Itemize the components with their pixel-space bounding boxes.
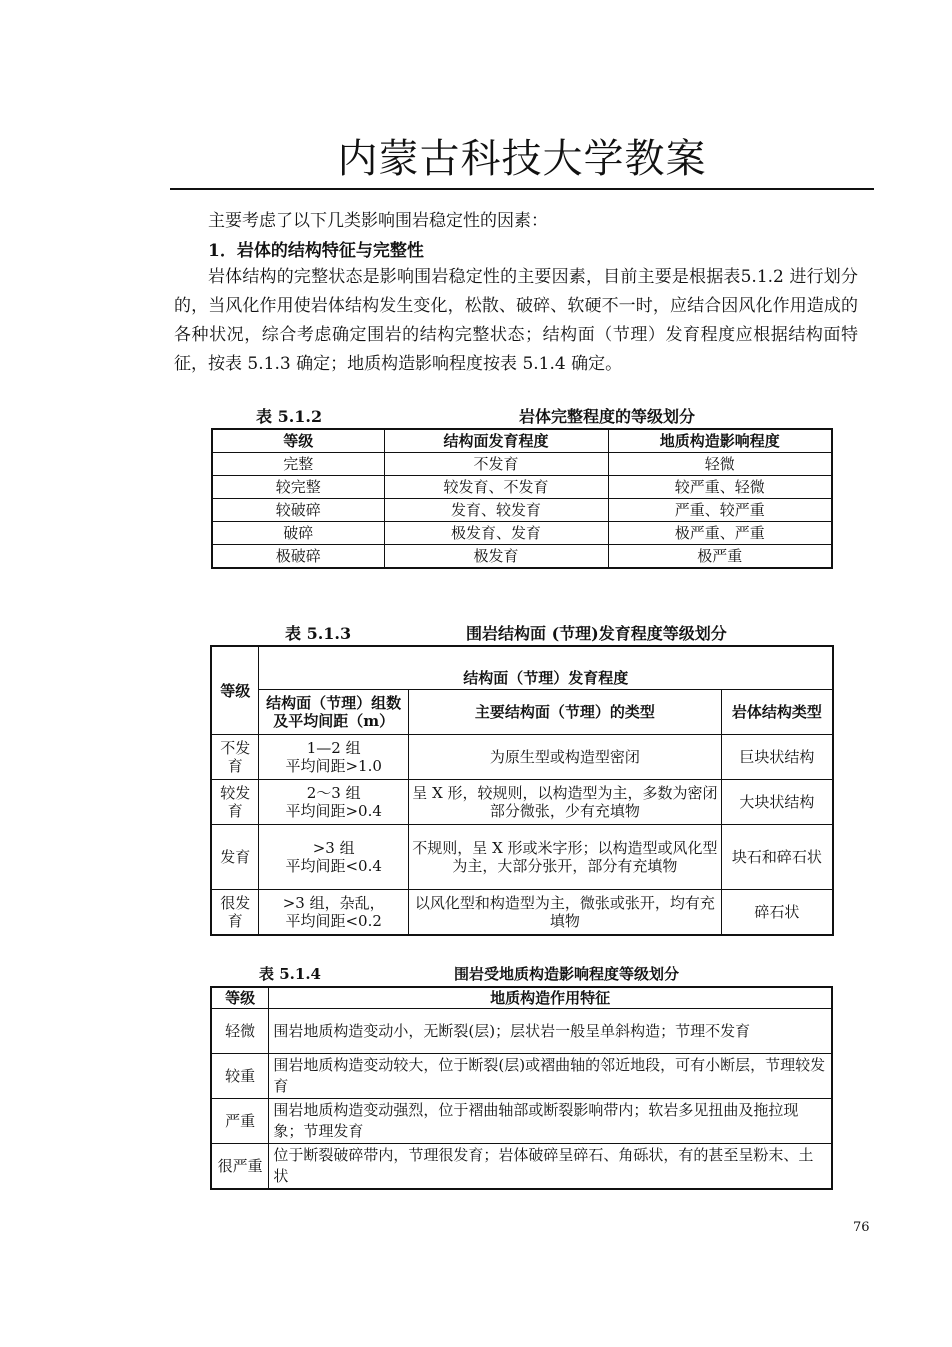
table-cell: 不发育 xyxy=(211,735,259,780)
table-cell: 极破碎 xyxy=(212,545,384,569)
table-cell: 围岩地质构造变动小，无断裂(层)；层状岩一般呈单斜构造；节理不发育 xyxy=(269,1009,832,1054)
body-paragraph: 岩体结构的完整状态是影响围岩稳定性的主要因素，目前主要是根据表5.1.2 进行划分的，当风化作用使岩体结构发生变化，松散、破碎、软硬不一时，应结合因风化作用造成的各种状况，综合考虑确定围岩的结构完整状态；结构面（节理）发育程度应根据结构面特征，按表 5.1.3 确定；地质构造影响程度按表 5.1.4 确定。 xyxy=(174,267,858,374)
table-row xyxy=(211,735,833,780)
table-514-label: 表 5.1.4 xyxy=(259,965,321,983)
table-cell: 很严重 xyxy=(211,1144,269,1190)
body-paragraph-block xyxy=(174,263,858,379)
table-row xyxy=(211,1144,832,1190)
table-cell: 巨块状结构 xyxy=(721,735,833,780)
cell-line: 平均间距>1.0 xyxy=(285,757,382,775)
table-cell: 围岩地质构造变动强烈，位于褶曲轴部或断裂影响带内；软岩多见扭曲及拖拉现象；节理发育 xyxy=(269,1099,832,1144)
table-cell: 轻微 xyxy=(211,1009,269,1054)
table-cell: 较发育、不发育 xyxy=(384,476,608,499)
table-cell: 不发育 xyxy=(384,453,608,476)
column-header: 结构面发育程度 xyxy=(384,429,608,453)
table-cell: 较发育 xyxy=(211,780,259,825)
table-cell: 较破碎 xyxy=(212,499,384,522)
table-row xyxy=(212,476,832,499)
table-row xyxy=(211,825,833,890)
table-header-row xyxy=(211,646,833,690)
table-cell: 为原生型或构造型密闭 xyxy=(408,735,721,780)
table-header-row xyxy=(211,690,833,735)
table-cell: 很发育 xyxy=(211,890,259,936)
table-cell: 极严重 xyxy=(608,545,832,569)
table-row xyxy=(211,780,833,825)
table-row xyxy=(212,522,832,545)
column-header: 地质构造作用特征 xyxy=(269,987,832,1009)
table-cell: 碎石状 xyxy=(721,890,833,936)
table-cell: 位于断裂破碎带内，节理很发育；岩体破碎呈碎石、角砾状，有的甚至呈粉末、土状 xyxy=(269,1144,832,1190)
table-cell: 块石和碎石状 xyxy=(721,825,833,890)
table-cell xyxy=(259,825,409,890)
table-514-title: 围岩受地质构造影响程度等级划分 xyxy=(454,965,680,983)
table-512-title: 岩体完整程度的等级划分 xyxy=(519,407,696,426)
table-row xyxy=(211,1099,832,1144)
table-cell: 极严重、严重 xyxy=(608,522,832,545)
column-header: 主要结构面（节理）的类型 xyxy=(408,690,721,735)
cell-line: 平均间距<0.4 xyxy=(285,857,382,875)
table-513-label: 表 5.1.3 xyxy=(285,624,352,643)
table-cell: 呈 X 形，较规则，以构造型为主，多数为密闭部分微张，少有充填物 xyxy=(408,780,721,825)
table-header-row xyxy=(211,987,832,1009)
intro-text: 主要考虑了以下几类影响围岩稳定性的因素： xyxy=(208,211,548,231)
table-cell: 以风化型和构造型为主，微张或张开，均有充填物 xyxy=(408,890,721,936)
column-header: 岩体结构类型 xyxy=(721,690,833,735)
table-cell: 严重、较严重 xyxy=(608,499,832,522)
cell-line: 1—2 组 xyxy=(306,739,361,757)
table-cell: 极发育 xyxy=(384,545,608,569)
cell-line: >3 组 xyxy=(312,839,355,857)
table-cell: 不规则，呈 X 形或米字形；以构造型或风化型为主，大部分张开，部分有充填物 xyxy=(408,825,721,890)
cell-line: 2～3 组 xyxy=(306,784,361,802)
table-cell: 较严重、轻微 xyxy=(608,476,832,499)
cell-line: 平均间距>0.4 xyxy=(285,802,382,820)
table-row xyxy=(211,890,833,936)
column-header: 结构面（节理）组数及平均间距（m） xyxy=(259,690,409,735)
table-cell: 大块状结构 xyxy=(721,780,833,825)
table-row xyxy=(212,499,832,522)
table-cell: 较完整 xyxy=(212,476,384,499)
table-row xyxy=(211,1009,832,1054)
column-group-header: 结构面（节理）发育程度 xyxy=(259,646,833,690)
table-cell: 极发育、发育 xyxy=(384,522,608,545)
table-514 xyxy=(210,986,833,1190)
page-number: 76 xyxy=(853,1220,870,1235)
table-row xyxy=(212,453,832,476)
table-cell xyxy=(259,735,409,780)
table-cell: 较重 xyxy=(211,1054,269,1099)
column-header: 等级 xyxy=(212,429,384,453)
table-cell: 轻微 xyxy=(608,453,832,476)
cell-line: 平均间距<0.2 xyxy=(285,912,382,930)
table-row xyxy=(212,545,832,569)
table-cell: 围岩地质构造变动较大，位于断裂(层)或褶曲轴的邻近地段，可有小断层，节理较发育 xyxy=(269,1054,832,1099)
table-cell: 发育 xyxy=(211,825,259,890)
page-title: 内蒙古科技大学教案 xyxy=(337,136,707,182)
page-header xyxy=(170,130,874,190)
table-cell: 严重 xyxy=(211,1099,269,1144)
column-header: 等级 xyxy=(211,646,259,735)
section-heading: 1．岩体的结构特征与完整性 xyxy=(208,241,424,261)
column-header: 地质构造影响程度 xyxy=(608,429,832,453)
table-513 xyxy=(210,645,834,936)
column-header: 等级 xyxy=(211,987,269,1009)
table-cell: 发育、较发育 xyxy=(384,499,608,522)
table-cell xyxy=(259,780,409,825)
table-header-row xyxy=(212,429,832,453)
table-512-label: 表 5.1.2 xyxy=(256,407,323,426)
cell-line: >3 组，杂乱， xyxy=(282,894,385,912)
table-cell xyxy=(259,890,409,936)
table-cell: 破碎 xyxy=(212,522,384,545)
table-row xyxy=(211,1054,832,1099)
table-512 xyxy=(211,428,833,569)
table-cell: 完整 xyxy=(212,453,384,476)
table-513-title: 围岩结构面 (节理)发育程度等级划分 xyxy=(466,624,727,643)
